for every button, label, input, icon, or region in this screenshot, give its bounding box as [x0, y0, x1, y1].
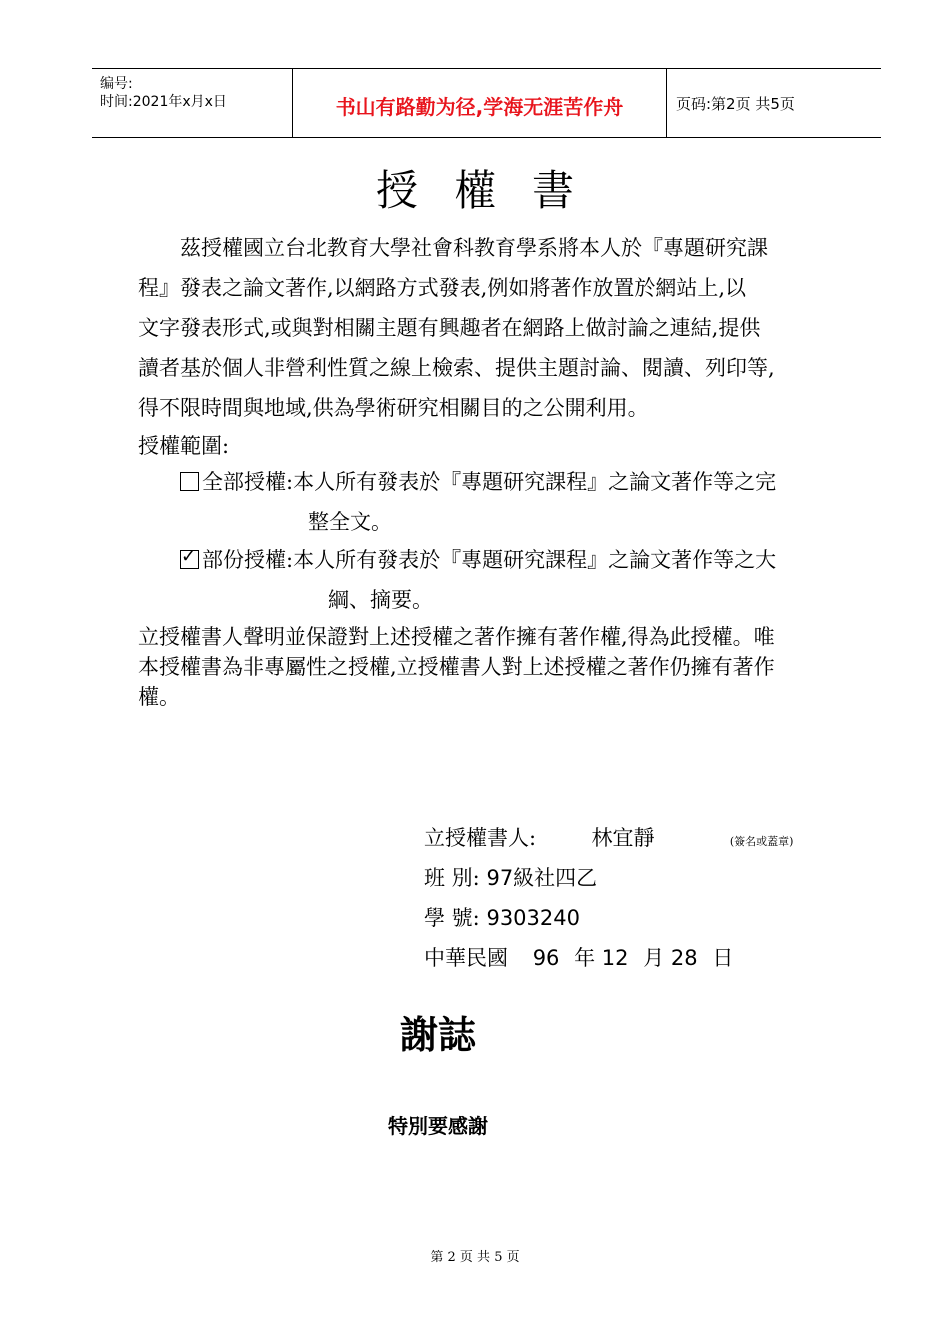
header-page-cell	[666, 69, 881, 137]
student-id-row	[424, 898, 580, 938]
date-era: 中華民國	[424, 946, 508, 970]
document-number-label: 编号:	[100, 76, 133, 92]
option-line	[180, 540, 776, 580]
class-label: 班 別:	[424, 866, 480, 890]
option-text: 全部授權:本人所有發表於『專題研究課程』之論文著作等之完	[202, 470, 777, 494]
date-month: 12	[601, 946, 629, 970]
date-day-unit: 日	[712, 946, 734, 970]
acknowledgement-title: 謝誌	[400, 1012, 477, 1057]
header-motto-cell	[292, 69, 667, 137]
signer-label: 立授權書人:	[424, 826, 537, 850]
class-value: 97級社四乙	[486, 866, 598, 890]
option-full-authorization	[180, 462, 776, 542]
paragraph-line: 茲授權國立台北教育大學社會科教育學系將本人於『專題研究課	[180, 236, 768, 260]
paragraph-line: 讀者基於個人非營利性質之線上檢索、提供主題討論、閱讀、列印等,	[138, 356, 775, 380]
date-month-unit: 月	[643, 946, 665, 970]
scope-label: 授權範圍:	[138, 434, 230, 458]
signer-row	[424, 818, 793, 862]
check-icon: ✓	[181, 546, 197, 567]
class-row	[424, 858, 597, 898]
document-time-label: 时间:2021年x月x日	[100, 94, 227, 110]
option-partial-authorization	[180, 540, 776, 620]
header-page-info: 页码:第2页 共5页	[676, 95, 795, 113]
paragraph-line: 得不限時間與地域,供為學術研究相關目的之公開利用。	[138, 396, 649, 420]
header-meta-cell	[92, 69, 292, 137]
signer-name: 林宜靜	[591, 826, 655, 850]
option-line	[180, 462, 776, 502]
option-line: 綱、摘要。	[328, 588, 433, 612]
special-thanks-heading: 特別要感謝	[388, 1114, 488, 1138]
authorization-paragraph	[138, 228, 838, 428]
page-title: 授權書	[375, 166, 610, 215]
page-footer: 第 2 页 共 5 页	[430, 1250, 520, 1265]
date-year: 96	[532, 946, 560, 970]
date-row	[424, 938, 733, 978]
declaration-line: 立授權書人聲明並保證對上述授權之著作擁有著作權,得為此授權。唯	[138, 625, 775, 649]
signer-note: (簽名或蓋章)	[729, 835, 794, 848]
option-line: 整全文。	[308, 510, 392, 534]
student-id-value: 9303240	[486, 906, 580, 930]
student-id-label: 學 號:	[424, 906, 480, 930]
declaration-line: 權。	[138, 685, 180, 709]
declaration-paragraph	[138, 622, 838, 712]
header-table	[92, 68, 881, 138]
option-text: 部份授權:本人所有發表於『專題研究課程』之論文著作等之大	[202, 548, 777, 572]
paragraph-line: 文字發表形式,或與對相關主題有興趣者在網路上做討論之連結,提供	[138, 316, 761, 340]
header-motto: 书山有路勤为径,学海无涯苦作舟	[335, 95, 624, 119]
date-year-unit: 年	[574, 946, 596, 970]
declaration-line: 本授權書為非專屬性之授權,立授權書人對上述授權之著作仍擁有著作	[138, 655, 775, 679]
checkbox-unchecked[interactable]	[180, 472, 199, 491]
date-day: 28	[670, 946, 698, 970]
paragraph-line: 程』發表之論文著作,以網路方式發表,例如將著作放置於網站上,以	[138, 276, 747, 300]
checkbox-checked[interactable]	[180, 546, 199, 569]
